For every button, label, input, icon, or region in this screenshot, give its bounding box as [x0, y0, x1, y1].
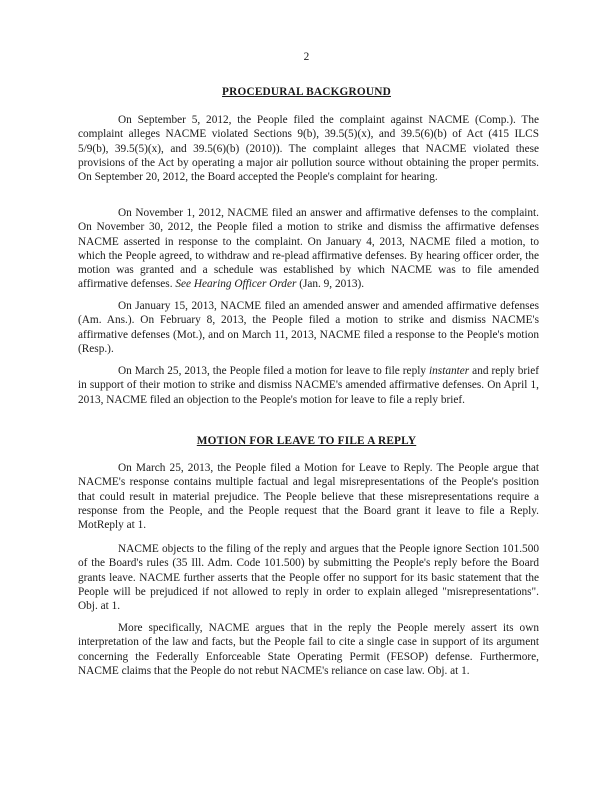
paragraph: NACME objects to the filing of the reply and argues that the People ignore Section 101.500 of the Board's rules (35 Ill. Adm. Code 101.500) by submitting the People's reply before the Board grants leave. NACME further asserts that the People offer no support for its basic statement that the People will be prejudiced if not allowed to reply in order to explain alleged "misrepresentations". Obj. at 1.	[78, 543, 539, 613]
paragraph: On September 5, 2012, the People filed the complaint against NACME (Comp.). The complaint alleges NACME violated Sections 9(b), 39.5(5)(x), and 39.5(6)(b) of Act (415 ILCS 5/9(b), 39.5(5)(x), and 39.5(6)(b) (2010)). The complaint alleges that NACME violated these provisions of the Act by operating a major air pollution source without obtaining the proper permits. On September 20, 2012, the Board accepted the People's complaint for hearing.	[78, 114, 539, 184]
section-heading-motion-for-leave: MOTION FOR LEAVE TO FILE A REPLY	[196, 435, 417, 447]
paragraph: On January 15, 2013, NACME filed an amended answer and amended affirmative defenses (Am. Ans.). On February 8, 2013, the People filed a motion to strike and dismiss NACME's affirmative defenses (Mot.), and on March 11, 2013, NACME filed a response to the People's motion (Resp.).	[78, 300, 539, 355]
paragraph	[78, 206, 539, 292]
paragraph: More specifically, NACME argues that in the reply the People merely assert its own interpretation of the law and facts, but the People fail to cite a single case in support of its argument concerning the Federally Enforceable State Operating Permit (FESOP) defense. Furthermore, NACME claims that the People do not rebut NACME's reliance on case law. Obj. at 1.	[78, 622, 539, 677]
paragraph: On March 25, 2013, the People filed a motion for leave to file reply instanter and reply brief in support of their motion to strike and dismiss NACME's amended affirmative defenses. On April 1, 2013, NACME filed an objection to the People's motion for leave to file a reply brief.	[78, 365, 540, 406]
paragraph: On March 25, 2013, the People filed a Motion for Leave to Reply. The People argue that NACME's response contains multiple factual and legal misrepresentations of the People's position that could result in material prejudice. The People believe that these misrepresentations require a response from the People, and the People request that the Board grant it leave to file a Reply. MotReply at 1.	[78, 462, 539, 532]
italic-term: instanter	[429, 365, 470, 377]
paragraph-text-cont: brief in support of their motion to strike and dismiss NACME's amended affirmative defenses. On April 1, 2013, NACME filed an objection to the People's motion for leave to file a reply brief.	[78, 365, 540, 406]
paragraph-text: On November 1, 2012, NACME filed an answer and affirmative defenses to the complaint. On November 30, 2012, the People filed a motion to strike and dismiss the affirmative defenses NACME asserted in response to the complaint. On January 4, 2013, NACME filed a motion, to which the People agreed, to withdraw and re-plead affirmative defenses. By hearing officer order, the motion was granted and a schedule was established by which NACME was to file amended affirmative defenses.	[78, 207, 539, 291]
citation-date: (Jan. 9, 2013).	[299, 278, 365, 291]
section-heading-procedural-background: PROCEDURAL BACKGROUND	[222, 86, 391, 98]
paragraph-text: On March 25, 2013, the People filed a motion for leave to file reply	[118, 365, 427, 377]
page-number: 2	[303, 51, 310, 63]
citation-signal: See Hearing Officer Order	[175, 278, 297, 291]
